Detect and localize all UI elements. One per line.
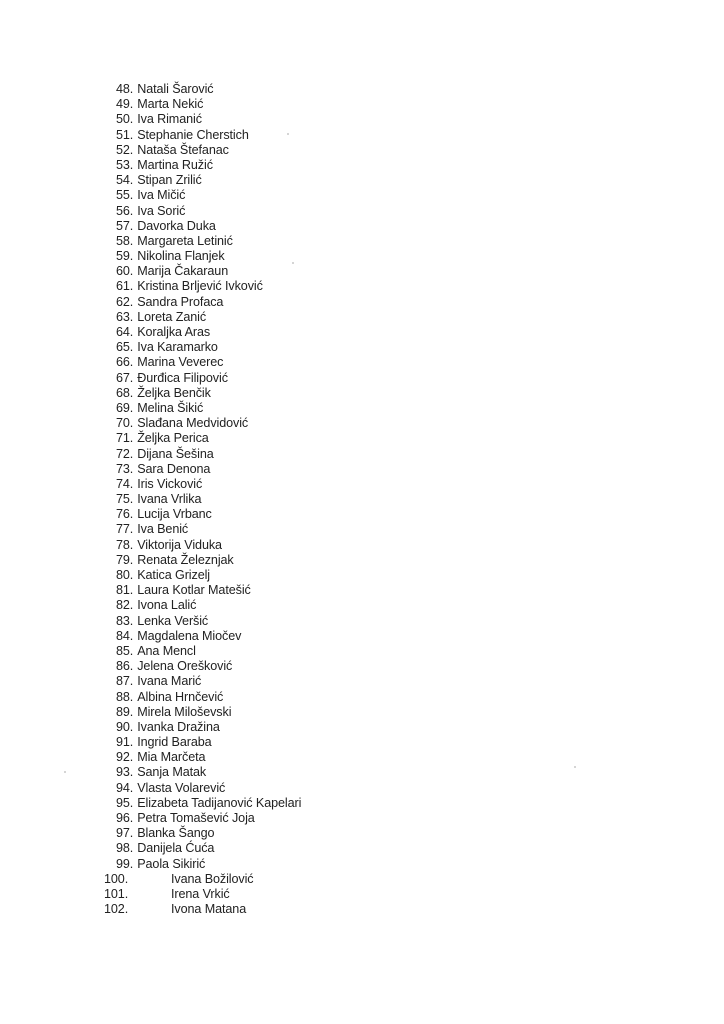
list-item [104, 477, 301, 492]
item-name: Paola Sikirić [137, 856, 206, 871]
list-item [104, 371, 301, 386]
item-number: 98. [116, 841, 134, 856]
list-item [104, 765, 301, 780]
item-name: Lucija Vrbanc [137, 507, 212, 522]
item-number: 70. [116, 416, 134, 431]
item-name: Sanja Matak [137, 765, 207, 780]
scan-speck [574, 766, 576, 768]
scan-speck [64, 771, 66, 773]
item-number: 87. [116, 674, 134, 689]
list-item [104, 811, 301, 826]
item-number: 96. [116, 811, 134, 825]
item-number: 76. [116, 507, 134, 522]
item-name: Marija Čakaraun [137, 264, 229, 279]
list-item [104, 553, 301, 568]
item-name: Mia Marčeta [137, 750, 206, 765]
list-item [104, 902, 301, 917]
item-name: Đurđica Filipović [137, 370, 228, 385]
item-name: Margareta Letinić [137, 233, 233, 248]
list-item [104, 826, 301, 841]
item-name: Elizabeta Tadijanović Kapelari [137, 795, 302, 810]
item-number: 97. [116, 826, 134, 841]
item-name: Vlasta Volarević [137, 780, 226, 795]
list-item [104, 796, 301, 811]
item-name: Ivona Lalić [137, 598, 197, 613]
item-number: 72. [116, 446, 134, 461]
list-item [104, 264, 301, 279]
list-item [104, 416, 301, 431]
list-item [104, 386, 301, 401]
item-name: Nikolina Flanjek [137, 249, 225, 264]
item-number: 75. [116, 492, 134, 507]
item-name: Loreta Zanić [137, 309, 207, 324]
item-number: 99. [116, 856, 134, 871]
item-name: Iris Vicković [137, 476, 203, 491]
item-number: 53. [116, 157, 134, 172]
item-name: Albina Hrnčević [137, 689, 224, 704]
item-name: Iva Mičić [137, 188, 186, 203]
list-item [104, 355, 301, 370]
item-name: Ivana Vrlika [137, 492, 202, 507]
item-number: 74. [116, 476, 134, 491]
item-name: Petra Tomašević Joja [137, 811, 255, 825]
item-name: Renata Železnjak [137, 552, 234, 567]
item-number: 65. [116, 340, 134, 355]
item-number: 48. [116, 82, 134, 96]
item-name: Slađana Medvidović [137, 416, 249, 431]
item-number: 52. [116, 142, 134, 157]
item-number: 71. [116, 431, 134, 446]
item-name: Lenka Veršić [137, 613, 209, 628]
item-name: Blanka Šango [137, 826, 215, 841]
list-item [104, 872, 301, 887]
name-list [104, 82, 301, 917]
item-number: 83. [116, 613, 134, 628]
list-item [104, 614, 301, 629]
item-number: 51. [116, 127, 134, 142]
item-number: 82. [116, 598, 134, 613]
list-item [104, 279, 301, 294]
list-item [104, 462, 301, 477]
scan-speck [292, 262, 294, 264]
item-number: 94. [116, 780, 134, 795]
item-number: 81. [116, 583, 134, 598]
item-name: Dijana Šešina [137, 446, 214, 461]
item-name: Koraljka Aras [137, 325, 211, 339]
list-item [104, 674, 301, 689]
item-name: Ingrid Baraba [137, 735, 212, 750]
item-name: Ivana Božilović [171, 871, 254, 886]
list-item [104, 492, 301, 507]
item-name: Sandra Profaca [137, 294, 224, 309]
list-item [104, 112, 301, 127]
list-item [104, 143, 301, 158]
list-item [104, 887, 301, 902]
item-name: Ana Mencl [137, 643, 196, 658]
list-item [104, 325, 301, 340]
item-number: 78. [116, 537, 134, 552]
item-number: 90. [116, 719, 134, 734]
list-item [104, 522, 301, 537]
item-number: 101. [104, 886, 129, 901]
scan-speck [287, 133, 289, 135]
list-item [104, 97, 301, 112]
item-number: 63. [116, 309, 134, 324]
list-item [104, 750, 301, 765]
item-name: Marta Nekić [137, 97, 204, 112]
list-item [104, 598, 301, 613]
item-number: 66. [116, 355, 134, 370]
item-number: 50. [116, 112, 134, 127]
item-name: Iva Karamarko [137, 340, 218, 355]
item-number: 56. [116, 203, 134, 218]
list-item [104, 735, 301, 750]
list-item [104, 295, 301, 310]
item-number: 59. [116, 249, 134, 264]
item-number: 49. [116, 97, 134, 112]
list-item [104, 219, 301, 234]
list-item [104, 173, 301, 188]
item-name: Željka Perica [137, 431, 209, 446]
list-item [104, 720, 301, 735]
list-item [104, 781, 301, 796]
list-item [104, 234, 301, 249]
item-number: 93. [116, 765, 134, 780]
item-number: 62. [116, 294, 134, 309]
item-number: 73. [116, 461, 134, 476]
item-name: Melina Šikić [137, 400, 204, 415]
item-name: Iva Benić [137, 522, 189, 537]
list-item [104, 310, 301, 325]
item-number: 69. [116, 400, 134, 415]
item-number: 77. [116, 522, 134, 537]
item-number: 92. [116, 750, 134, 765]
list-item [104, 340, 301, 355]
list-item [104, 82, 301, 97]
list-item [104, 841, 301, 856]
item-number: 100. [104, 871, 129, 886]
item-name: Danijela Ćuća [137, 841, 215, 856]
item-number: 89. [116, 704, 134, 719]
item-number: 64. [116, 325, 134, 339]
item-number: 88. [116, 689, 134, 704]
list-item [104, 188, 301, 203]
item-name: Iva Sorić [137, 203, 186, 218]
item-name: Stipan Zrilić [137, 173, 202, 188]
item-name: Viktorija Viduka [137, 537, 222, 552]
list-item [104, 204, 301, 219]
item-number: 79. [116, 552, 134, 567]
item-name: Iva Rimanić [137, 112, 202, 127]
item-name: Sara Denona [137, 461, 211, 476]
list-item [104, 538, 301, 553]
item-name: Ivanka Dražina [137, 719, 220, 734]
item-number: 91. [116, 735, 134, 750]
item-name: Laura Kotlar Matešić [137, 583, 251, 598]
list-item [104, 705, 301, 720]
item-name: Irena Vrkić [171, 886, 230, 901]
list-item [104, 507, 301, 522]
item-name: Marina Veverec [137, 355, 224, 370]
item-name: Jelena Orešković [137, 659, 233, 674]
item-number: 67. [116, 370, 134, 385]
list-item [104, 249, 301, 264]
item-name: Kristina Brljević Ivković [137, 279, 263, 294]
item-number: 80. [116, 568, 134, 582]
item-name: Ivana Marić [137, 674, 202, 689]
list-item [104, 629, 301, 644]
item-name: Katica Grizelj [137, 568, 211, 582]
list-item [104, 659, 301, 674]
item-number: 54. [116, 173, 134, 188]
item-name: Martina Ružić [137, 157, 213, 172]
list-item [104, 583, 301, 598]
item-number: 61. [116, 279, 134, 294]
item-number: 85. [116, 643, 134, 658]
item-name: Željka Benčik [137, 385, 211, 400]
item-number: 55. [116, 188, 134, 203]
item-number: 68. [116, 385, 134, 400]
item-number: 84. [116, 628, 134, 643]
list-item [104, 158, 301, 173]
item-name: Ivona Matana [171, 902, 247, 917]
list-item [104, 401, 301, 416]
list-item [104, 644, 301, 659]
item-name: Stephanie Cherstich [137, 127, 249, 142]
item-name: Nataša Štefanac [137, 142, 229, 157]
list-item [104, 128, 301, 143]
item-number: 58. [116, 233, 134, 248]
item-name: Magdalena Miočev [137, 628, 242, 643]
item-number: 95. [116, 795, 134, 810]
list-item [104, 857, 301, 872]
item-name: Mirela Miloševski [137, 704, 232, 719]
item-number: 86. [116, 659, 134, 674]
list-item [104, 690, 301, 705]
item-number: 60. [116, 264, 134, 279]
item-number: 102. [104, 902, 129, 917]
list-item [104, 431, 301, 446]
list-item [104, 568, 301, 583]
item-number: 57. [116, 218, 134, 233]
item-name: Natali Šarović [137, 82, 214, 96]
item-name: Davorka Duka [137, 218, 216, 233]
list-item [104, 447, 301, 462]
